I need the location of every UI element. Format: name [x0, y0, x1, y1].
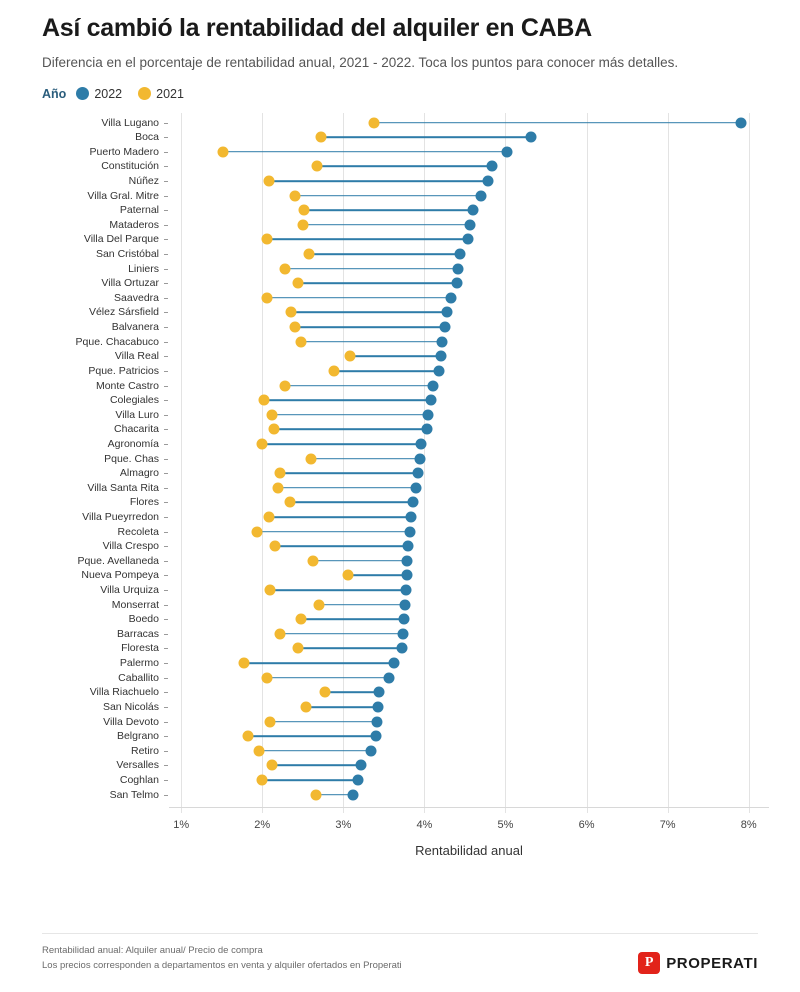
- connector-line: [290, 502, 413, 504]
- data-point-2022[interactable]: [526, 132, 537, 143]
- axis-tick: [164, 634, 168, 635]
- data-point-2022[interactable]: [486, 161, 497, 172]
- legend-label-2021: 2021: [156, 86, 184, 101]
- data-point-2022[interactable]: [371, 716, 382, 727]
- connector-line: [259, 750, 371, 752]
- legend-dot-2022: [76, 87, 89, 100]
- category-label: Boedo: [128, 613, 159, 625]
- properati-mark-icon: P: [638, 952, 660, 974]
- axis-tick: [164, 152, 168, 153]
- connector-line: [306, 706, 378, 708]
- axis-tick: [164, 415, 168, 416]
- connector-line: [303, 224, 470, 226]
- category-label: Núñez: [128, 174, 159, 187]
- x-tick-label: 5%: [497, 818, 514, 831]
- legend-dot-2021: [138, 87, 151, 100]
- connector-line: [223, 151, 507, 153]
- axis-tick: [164, 692, 168, 693]
- legend-title: Año: [42, 86, 67, 101]
- footnote-2: Los precios corresponden a departamentos en venta y alquiler ofertados en Properati: [42, 960, 402, 972]
- category-label: Villa Crespo: [102, 539, 159, 552]
- data-point-2021[interactable]: [312, 161, 323, 172]
- connector-line: [317, 166, 491, 168]
- category-label: Palermo: [119, 656, 159, 669]
- category-label: Villa Urquiza: [100, 583, 159, 596]
- axis-tick: [164, 532, 168, 533]
- connector-line: [301, 341, 442, 343]
- axis-tick: [164, 210, 168, 211]
- connector-line: [267, 297, 451, 299]
- category-label: Nueva Pompeya: [81, 569, 159, 582]
- axis-tick: [164, 269, 168, 270]
- category-label: Paternal: [119, 203, 159, 216]
- x-tick-label: 2%: [254, 818, 271, 831]
- connector-line: [272, 414, 428, 416]
- connector-line: [274, 429, 427, 431]
- axis-tick: [164, 137, 168, 138]
- category-label: Villa Santa Rita: [87, 481, 159, 494]
- axis-tick: [164, 371, 168, 372]
- connector-line: [262, 779, 358, 781]
- category-label: Villa Ortuzar: [101, 277, 159, 289]
- axis-tick: [164, 502, 168, 503]
- connector-line: [298, 282, 457, 284]
- data-point-2021[interactable]: [284, 497, 295, 508]
- data-point-2021[interactable]: [242, 731, 253, 742]
- connector-line: [311, 458, 420, 460]
- category-label: Vélez Sársfield: [88, 306, 159, 319]
- axis-tick: [164, 707, 168, 708]
- data-point-2021[interactable]: [270, 541, 281, 552]
- axis-tick: [164, 619, 168, 620]
- data-point-2022[interactable]: [482, 175, 493, 186]
- connector-line: [244, 662, 393, 664]
- connector-line: [280, 633, 403, 635]
- connector-line: [295, 195, 481, 197]
- category-label: Villa Del Parque: [83, 233, 159, 246]
- category-label: Retiro: [130, 744, 159, 757]
- category-label: San Nicolás: [102, 700, 159, 713]
- connector-line: [267, 677, 389, 679]
- data-point-2021[interactable]: [275, 628, 286, 639]
- axis-tick: [164, 575, 168, 576]
- data-point-2022[interactable]: [402, 555, 413, 566]
- x-axis-title: Rentabilidad anual: [415, 842, 523, 858]
- data-point-2021[interactable]: [292, 643, 303, 654]
- data-point-2021[interactable]: [296, 614, 307, 625]
- data-point-2021[interactable]: [289, 322, 300, 333]
- data-point-2022[interactable]: [476, 190, 487, 201]
- data-point-2022[interactable]: [406, 511, 417, 522]
- x-axis-line: [169, 807, 769, 808]
- data-point-2021[interactable]: [258, 395, 269, 406]
- connector-line: [270, 721, 376, 723]
- axis-tick: [164, 239, 168, 240]
- axis-tick: [164, 722, 168, 723]
- axis-tick: [164, 663, 168, 664]
- data-point-2021[interactable]: [305, 453, 316, 464]
- data-point-2022[interactable]: [437, 336, 448, 347]
- category-label: Monte Castro: [95, 379, 159, 392]
- category-label: Villa Riachuelo: [89, 686, 159, 699]
- data-point-2022[interactable]: [373, 701, 384, 712]
- category-label: Coghlan: [119, 773, 159, 786]
- data-point-2022[interactable]: [370, 731, 381, 742]
- brand-logo: [638, 952, 758, 974]
- axis-tick: [164, 765, 168, 766]
- data-point-2021[interactable]: [239, 658, 250, 669]
- data-point-2021[interactable]: [328, 365, 339, 376]
- x-tick-label: 4%: [416, 818, 433, 831]
- axis-tick: [164, 605, 168, 606]
- axis-tick: [164, 225, 168, 226]
- data-point-2021[interactable]: [262, 234, 273, 245]
- data-point-2022[interactable]: [416, 438, 427, 449]
- axis-tick: [164, 473, 168, 474]
- data-point-2022[interactable]: [442, 307, 453, 318]
- category-label: Saavedra: [114, 291, 159, 304]
- chart-legend: [42, 87, 776, 101]
- connector-line: [248, 735, 376, 737]
- category-label: Puerto Madero: [89, 145, 159, 158]
- category-label: Versalles: [116, 759, 159, 772]
- data-point-2022[interactable]: [434, 365, 445, 376]
- connector-line: [285, 385, 433, 387]
- x-tick-label: 7%: [659, 818, 676, 831]
- data-point-2021[interactable]: [268, 424, 279, 435]
- axis-tick: [164, 736, 168, 737]
- category-label: Balvanera: [111, 320, 159, 333]
- category-label: San Telmo: [109, 788, 159, 801]
- legend-item-2022[interactable]: [76, 87, 131, 101]
- axis-tick: [164, 561, 168, 562]
- data-point-2022[interactable]: [348, 789, 359, 800]
- category-label: Barracas: [116, 627, 159, 640]
- axis-tick: [164, 459, 168, 460]
- gridline: [262, 113, 263, 813]
- connector-line: [280, 472, 418, 474]
- data-point-2022[interactable]: [408, 497, 419, 508]
- data-point-2021[interactable]: [343, 570, 354, 581]
- data-point-2022[interactable]: [400, 585, 411, 596]
- axis-tick: [164, 123, 168, 124]
- data-point-2021[interactable]: [257, 774, 268, 785]
- plot-region[interactable]: [75, 113, 769, 858]
- connector-line: [270, 589, 405, 591]
- category-label: Recoleta: [117, 525, 159, 538]
- category-label: Pque. Avellaneda: [77, 554, 159, 567]
- data-point-2022[interactable]: [463, 234, 474, 245]
- data-point-2022[interactable]: [421, 424, 432, 435]
- legend-label-2022: 2022: [94, 86, 123, 101]
- connector-line: [262, 443, 421, 445]
- axis-tick: [164, 327, 168, 328]
- data-point-2022[interactable]: [468, 205, 479, 216]
- data-point-2022[interactable]: [374, 687, 385, 698]
- data-point-2021[interactable]: [265, 585, 276, 596]
- category-label: Liniers: [128, 262, 159, 275]
- connector-line: [275, 545, 408, 547]
- category-label: Villa Real: [114, 350, 159, 363]
- data-point-2022[interactable]: [383, 672, 394, 683]
- connector-line: [334, 370, 439, 372]
- category-label: Almagro: [119, 466, 159, 479]
- axis-tick: [164, 590, 168, 591]
- data-point-2022[interactable]: [365, 745, 376, 756]
- data-point-2021[interactable]: [266, 760, 277, 771]
- connector-line: [278, 487, 416, 489]
- connector-line: [257, 531, 409, 533]
- data-point-2022[interactable]: [446, 292, 457, 303]
- category-label: Pque. Chacabuco: [75, 335, 159, 348]
- data-point-2022[interactable]: [502, 146, 513, 157]
- gridline: [505, 113, 506, 813]
- data-point-2022[interactable]: [435, 351, 446, 362]
- legend-item-2021[interactable]: [138, 87, 193, 101]
- data-point-2022[interactable]: [399, 599, 410, 610]
- axis-tick: [164, 400, 168, 401]
- data-point-2022[interactable]: [451, 278, 462, 289]
- category-label: Boca: [135, 130, 159, 143]
- data-point-2021[interactable]: [286, 307, 297, 318]
- connector-line: [348, 575, 406, 577]
- axis-tick: [164, 298, 168, 299]
- data-point-2022[interactable]: [453, 263, 464, 274]
- axis-tick: [164, 312, 168, 313]
- data-point-2021[interactable]: [307, 555, 318, 566]
- data-point-2022[interactable]: [412, 468, 423, 479]
- connector-line: [374, 122, 740, 124]
- axis-tick: [164, 356, 168, 357]
- connector-line: [269, 180, 488, 182]
- data-point-2022[interactable]: [455, 249, 466, 260]
- connector-line: [304, 209, 473, 211]
- page-subtitle: Diferencia en el porcentaje de rentabilidad anual, 2021 - 2022. Toca los puntos para conocer más detalles.: [42, 55, 679, 70]
- data-point-2022[interactable]: [404, 526, 415, 537]
- axis-tick: [164, 254, 168, 255]
- category-label: Pque. Patricios: [88, 364, 159, 377]
- data-point-2022[interactable]: [422, 409, 433, 420]
- connector-line: [309, 253, 460, 255]
- data-point-2021[interactable]: [262, 672, 273, 683]
- axis-tick: [164, 488, 168, 489]
- data-point-2021[interactable]: [257, 438, 268, 449]
- data-point-2022[interactable]: [411, 482, 422, 493]
- category-label: Flores: [129, 496, 159, 509]
- axis-tick: [164, 795, 168, 796]
- connector-line: [319, 604, 405, 606]
- data-point-2021[interactable]: [315, 132, 326, 143]
- axis-tick: [164, 444, 168, 445]
- connector-line: [267, 239, 468, 241]
- category-label: San Cristóbal: [95, 247, 159, 260]
- x-tick-label: 3%: [335, 818, 352, 831]
- data-point-2021[interactable]: [314, 599, 325, 610]
- axis-tick: [164, 181, 168, 182]
- gridline: [181, 113, 182, 813]
- chart-footer: [24, 943, 776, 974]
- data-point-2021[interactable]: [344, 351, 355, 362]
- connector-line: [301, 618, 404, 620]
- x-tick-label: 1%: [173, 818, 190, 831]
- category-label: Constitución: [101, 160, 159, 173]
- data-point-2022[interactable]: [427, 380, 438, 391]
- data-point-2021[interactable]: [299, 205, 310, 216]
- chart-area: [24, 113, 776, 858]
- category-label: Villa Gral. Mitre: [87, 189, 159, 202]
- data-point-2021[interactable]: [254, 745, 265, 756]
- gridline: [749, 113, 750, 813]
- data-point-2022[interactable]: [414, 453, 425, 464]
- x-tick-label: 8%: [740, 818, 757, 831]
- gridline: [424, 113, 425, 813]
- data-point-2021[interactable]: [273, 482, 284, 493]
- data-point-2021[interactable]: [279, 380, 290, 391]
- category-label: Belgrano: [116, 729, 159, 742]
- data-point-2022[interactable]: [439, 322, 450, 333]
- page-title: Así cambió la rentabilidad del alquiler en CABA: [42, 14, 592, 42]
- axis-tick: [164, 780, 168, 781]
- category-label: Floresta: [121, 642, 159, 655]
- connector-line: [264, 399, 431, 401]
- category-label: Chacarita: [114, 423, 159, 436]
- axis-tick: [164, 196, 168, 197]
- axis-tick: [164, 751, 168, 752]
- data-point-2022[interactable]: [399, 614, 410, 625]
- axis-tick: [164, 342, 168, 343]
- gridline: [668, 113, 669, 813]
- axis-tick: [164, 283, 168, 284]
- data-point-2021[interactable]: [320, 687, 331, 698]
- data-point-2022[interactable]: [401, 570, 412, 581]
- connector-line: [272, 765, 361, 767]
- data-point-2021[interactable]: [263, 511, 274, 522]
- gridline: [587, 113, 588, 813]
- connector-line: [269, 516, 412, 518]
- data-point-2021[interactable]: [263, 175, 274, 186]
- connector-line: [321, 136, 532, 138]
- data-point-2022[interactable]: [735, 117, 746, 128]
- data-point-2022[interactable]: [388, 658, 399, 669]
- connector-line: [350, 356, 441, 358]
- data-point-2022[interactable]: [352, 774, 363, 785]
- chart-page: [0, 14, 800, 992]
- connector-line: [285, 268, 459, 270]
- axis-tick: [164, 546, 168, 547]
- data-point-2022[interactable]: [398, 628, 409, 639]
- brand-name: PROPERATI: [666, 954, 758, 972]
- category-label: Villa Pueyrredon: [82, 510, 159, 523]
- data-point-2021[interactable]: [266, 409, 277, 420]
- data-point-2022[interactable]: [464, 219, 475, 230]
- category-label: Pque. Chas: [104, 452, 159, 465]
- axis-tick: [164, 166, 168, 167]
- axis-tick: [164, 517, 168, 518]
- data-point-2021[interactable]: [252, 526, 263, 537]
- footnotes: [42, 943, 402, 974]
- category-label: Villa Devoto: [103, 715, 159, 728]
- data-point-2021[interactable]: [369, 117, 380, 128]
- footer-divider: [42, 933, 758, 934]
- connector-line: [291, 312, 447, 314]
- data-point-2021[interactable]: [301, 701, 312, 712]
- data-point-2021[interactable]: [275, 468, 286, 479]
- connector-line: [325, 692, 379, 694]
- data-point-2021[interactable]: [218, 146, 229, 157]
- data-point-2021[interactable]: [289, 190, 300, 201]
- data-point-2021[interactable]: [279, 263, 290, 274]
- category-label: Colegiales: [109, 393, 159, 406]
- axis-tick: [164, 678, 168, 679]
- data-point-2022[interactable]: [403, 541, 414, 552]
- axis-tick: [164, 648, 168, 649]
- axis-tick: [164, 429, 168, 430]
- data-point-2021[interactable]: [296, 336, 307, 347]
- data-point-2022[interactable]: [396, 643, 407, 654]
- data-point-2021[interactable]: [297, 219, 308, 230]
- data-point-2021[interactable]: [310, 789, 321, 800]
- category-label: Villa Luro: [115, 408, 159, 421]
- data-point-2021[interactable]: [265, 716, 276, 727]
- x-tick-label: 6%: [578, 818, 595, 831]
- connector-line: [313, 560, 408, 562]
- category-label: Agronomía: [107, 437, 159, 450]
- category-label: Monserrat: [111, 598, 159, 611]
- category-label: Villa Lugano: [101, 116, 159, 129]
- footnote-1: Rentabilidad anual: Alquiler anual/ Precio de compra: [42, 944, 263, 956]
- data-point-2022[interactable]: [425, 395, 436, 406]
- data-point-2021[interactable]: [262, 292, 273, 303]
- category-label: Caballito: [118, 671, 159, 684]
- data-point-2021[interactable]: [292, 278, 303, 289]
- data-point-2022[interactable]: [356, 760, 367, 771]
- category-label: Mataderos: [109, 218, 159, 231]
- data-point-2021[interactable]: [304, 249, 315, 260]
- connector-line: [298, 648, 402, 650]
- connector-line: [295, 326, 445, 328]
- axis-tick: [164, 386, 168, 387]
